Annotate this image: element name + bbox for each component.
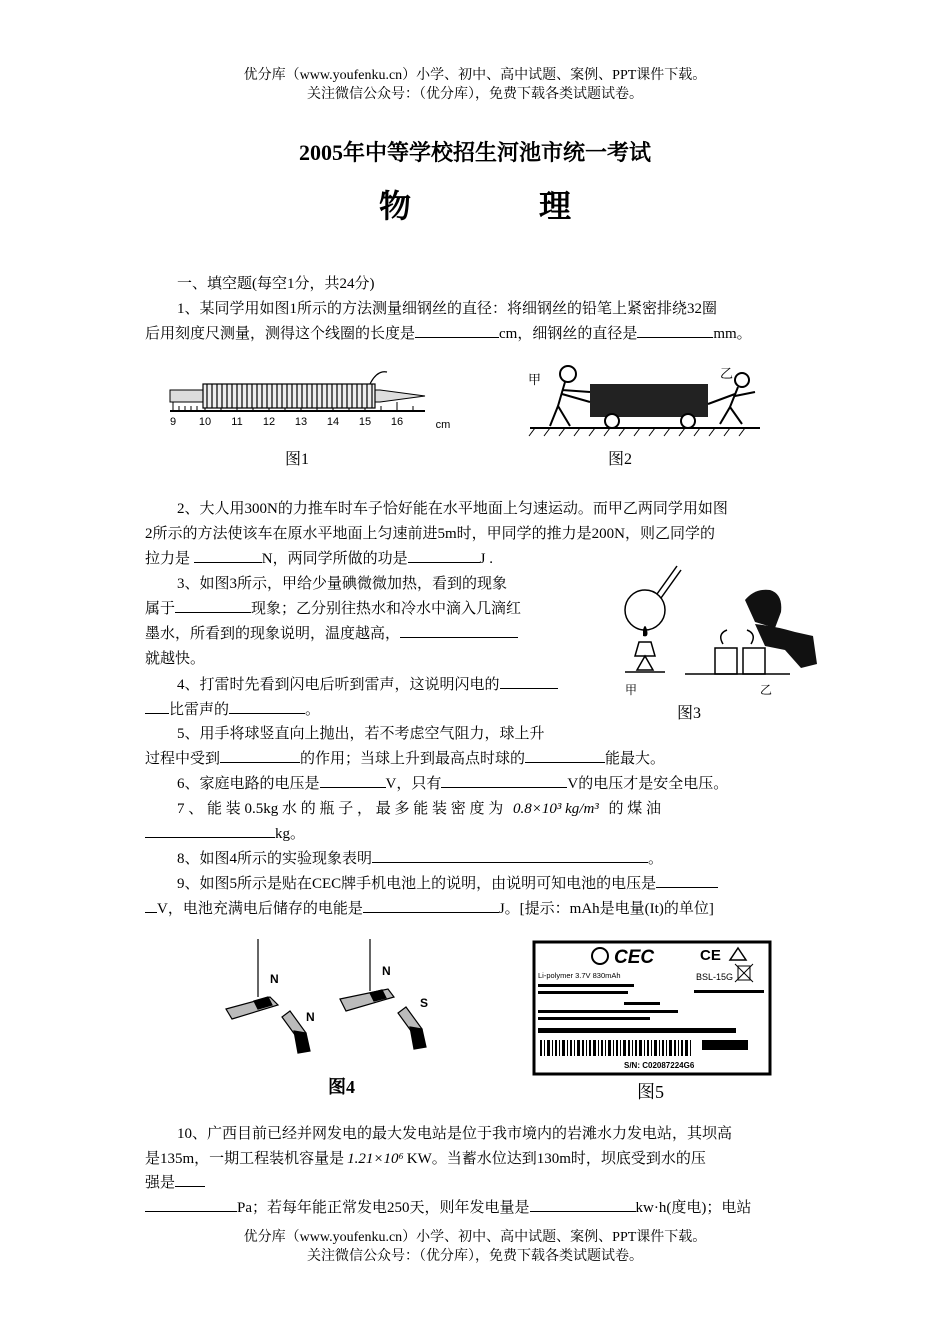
battery-model: BSL-15G [696, 972, 734, 982]
q4-blank-1a[interactable] [500, 673, 558, 689]
q2-line-1: 2、大人用300N的力推车时车子恰好能在水平地面上匀速运动。而甲乙两同学用如图 [177, 501, 728, 517]
q10-capacity: 1.21×10⁶ [347, 1151, 404, 1167]
q9-blank-1a[interactable] [656, 872, 718, 888]
ground-hatching [529, 428, 745, 436]
cart-wheel-left [605, 414, 619, 428]
section-heading: 一、填空题(每空1分，共24分) [177, 276, 375, 292]
figure-2 [520, 362, 770, 447]
q2-text-a: 拉力是 [145, 551, 194, 567]
figure-5-caption: 图5 [637, 1082, 664, 1102]
q10-blank-2[interactable] [530, 1196, 636, 1212]
q7-text-c: kg。 [275, 826, 306, 842]
q5-line-2 [145, 747, 665, 771]
tick-label-12: 12 [262, 416, 276, 428]
q7-line-1 [177, 797, 661, 821]
q5-text-b: 的作用；当球上升到最高点时球的 [300, 751, 526, 767]
q1-line-1: 1、某同学用如图1所示的方法测量细钢丝的直径：将细钢丝的铅笔上紧密排绕32圈 [177, 301, 718, 317]
q10-text-d: Pa；若每年能正常发电250天，则年发电量是 [237, 1200, 530, 1216]
q3-line-1: 3、如图3所示，甲给少量碘微微加热，看到的现象 [177, 576, 508, 592]
tick-label-10: 10 [198, 416, 212, 428]
q2-blank-2[interactable] [408, 547, 480, 563]
person-jia [550, 366, 590, 426]
q8-blank-1[interactable] [372, 847, 648, 863]
q10-line-2 [145, 1147, 706, 1171]
battery-serial: S/N: C02087224G6 [624, 1061, 695, 1070]
q4-blank-1b[interactable] [145, 698, 169, 714]
q10-text-b: KW。当蓄水位达到130m时，坝底受到水的压 [406, 1151, 706, 1167]
q6-text-c: V的电压才是安全电压。 [567, 776, 729, 792]
q4-text-b: 比雷声的 [169, 702, 230, 718]
label-jia: 甲 [528, 372, 542, 387]
q3-line-3 [145, 622, 518, 646]
steel-wire-coil [203, 372, 387, 408]
q10-text-c: 强是 [145, 1175, 176, 1191]
q4-line-1 [177, 673, 558, 697]
q4-text-c: 。 [305, 702, 321, 718]
q3-text-a: 属于 [145, 601, 176, 617]
q5-text-c: 能最大。 [605, 751, 666, 767]
q7-text-b: 的 煤 油 [608, 801, 662, 817]
q1-text-b: cm，细钢丝的直径是 [499, 326, 638, 342]
q3-blank-1[interactable] [175, 597, 251, 613]
exam-subject: 物 理 [378, 188, 631, 224]
student-yi [745, 590, 817, 668]
footer-line-2: 关注微信公众号：（优分库），免费下载各类试题试卷。 [307, 1249, 643, 1264]
pole-label-1: N [270, 972, 279, 986]
q3-text-b: 现象；乙分别往热水和冷水中滴入几滴红 [251, 601, 522, 617]
q5-line-1: 5、用手将球竖直向上抛出，若不考虑空气阻力，球上升 [177, 726, 545, 742]
q4-line-2 [145, 698, 320, 722]
q7-line-2 [145, 822, 305, 846]
q3-line-2 [145, 597, 521, 621]
q7-density: 0.8×10³ kg/m³ [513, 801, 599, 817]
figure-1 [165, 368, 465, 438]
tick-label-11: 11 [231, 416, 243, 428]
q9-text-a: 9、如图5所示是贴在CEC牌手机电池上的说明，由说明可知电池的电压是 [177, 876, 657, 892]
q6-text-b: V，只有 [385, 776, 442, 792]
q9-text-b: V，电池充满电后储存的电能是 [157, 901, 363, 917]
header-line-2: 关注微信公众号：（优分库），免费下载各类试题试卷。 [307, 87, 643, 102]
q1-blank-1[interactable] [415, 322, 499, 338]
q10-text-a: 是135m，一期工程装机容量是 [145, 1151, 345, 1167]
tick-label-16: 16 [390, 416, 404, 428]
magnet-setup-left [226, 939, 310, 1053]
q2-text-b: N，两同学所做的功是 [261, 551, 408, 567]
q4-blank-2[interactable] [229, 698, 305, 714]
q2-line-3 [145, 547, 493, 571]
q2-line-2: 2所示的方法使该车在原水平地面上匀速前进5m时，甲同学的推力是200N，则乙同学的 [145, 526, 716, 542]
q9-blank-2[interactable] [363, 897, 499, 913]
tick-label-13: 13 [294, 416, 308, 428]
q3-text-c: 墨水，所看到的现象说明，温度越高， [145, 626, 401, 642]
tick-label-15: 15 [358, 416, 372, 428]
flame-icon [643, 626, 648, 636]
q1-blank-2[interactable] [637, 322, 713, 338]
q7-blank-1[interactable] [145, 822, 275, 838]
q8-text-b: 。 [648, 851, 664, 867]
q1-line-2 [145, 322, 752, 346]
q9-blank-1b[interactable] [145, 897, 157, 913]
q10-blank-1b[interactable] [145, 1196, 237, 1212]
q9-line-2 [145, 897, 714, 921]
tick-label-9: 9 [169, 416, 177, 428]
q10-line-4 [145, 1196, 751, 1220]
q6-text-a: 6、家庭电路的电压是 [177, 776, 320, 792]
battery-brand: CEC [614, 947, 655, 968]
label-jia: 甲 [625, 683, 638, 697]
cart-wheel-right [681, 414, 695, 428]
ruler-unit: cm [435, 419, 451, 431]
label-yi: 乙 [760, 683, 773, 697]
figure-4 [220, 935, 470, 1060]
cart-body [590, 384, 708, 417]
ce-mark-icon: CE [700, 947, 721, 964]
pole-label-2: N [306, 1010, 315, 1024]
q8-line [177, 847, 663, 871]
q8-text-a: 8、如图4所示的实验现象表明 [177, 851, 373, 867]
q6-blank-1[interactable] [320, 772, 386, 788]
figure-3-caption: 图3 [677, 705, 702, 722]
magnet-setup-right [340, 939, 429, 1049]
iodine-flask [625, 566, 681, 672]
figure-4-caption: 图4 [328, 1077, 355, 1097]
q10-line-3 [145, 1171, 205, 1195]
q1-text-a: 后用刻度尺测量，测得这个线圈的长度是 [145, 326, 416, 342]
figure-1-caption: 图1 [285, 451, 310, 468]
header-line-1: 优分库（www.youfenku.cn）小学、初中、高中试题、案例、PPT课件下载。 [243, 68, 707, 83]
q9-text-c: J。[提示：mAh是电量(It)的单位] [498, 901, 714, 917]
q1-text-c: mm。 [713, 326, 752, 342]
q9-line-1 [177, 872, 718, 896]
battery-spec: Li-polymer 3.7V 830mAh [538, 971, 621, 980]
footer-line-1: 优分库（www.youfenku.cn）小学、初中、高中试题、案例、PPT课件下载。 [243, 1230, 707, 1245]
q2-blank-1[interactable] [194, 547, 262, 563]
q5-text-a: 过程中受到 [145, 751, 221, 767]
q3-blank-2[interactable] [400, 622, 518, 638]
q6-line [177, 772, 728, 796]
label-yi: 乙 [720, 366, 734, 381]
figure-2-caption: 图2 [608, 451, 633, 468]
q5-blank-2[interactable] [525, 747, 605, 763]
q5-blank-1[interactable] [220, 747, 300, 763]
pole-label-3: N [382, 964, 391, 978]
ink-stamp [702, 1040, 748, 1050]
exam-title: 2005年中等学校招生河池市统一考试 [298, 140, 651, 165]
pole-label-4: S [420, 996, 429, 1010]
q2-text-c: J . [479, 551, 493, 567]
figure-5 [532, 940, 772, 1076]
q10-blank-1a[interactable] [175, 1171, 205, 1187]
q3-line-4: 就越快。 [145, 651, 206, 667]
tick-label-14: 14 [326, 416, 340, 428]
q10-line-1: 10、广西目前已经并网发电的最大发电站是位于我市境内的岩滩水力发电站，其坝高 [177, 1126, 733, 1142]
figure-3 [615, 560, 830, 700]
q10-text-e: kw·h(度电)；电站 [635, 1200, 752, 1216]
q6-blank-2[interactable] [441, 772, 567, 788]
q7-text-a: 7 、 能 装 0.5kg 水 的 瓶 子 ， 最 多 能 装 密 度 为 [177, 801, 504, 817]
q4-text-a: 4、打雷时先看到闪电后听到雷声，这说明闪电的 [177, 677, 500, 693]
